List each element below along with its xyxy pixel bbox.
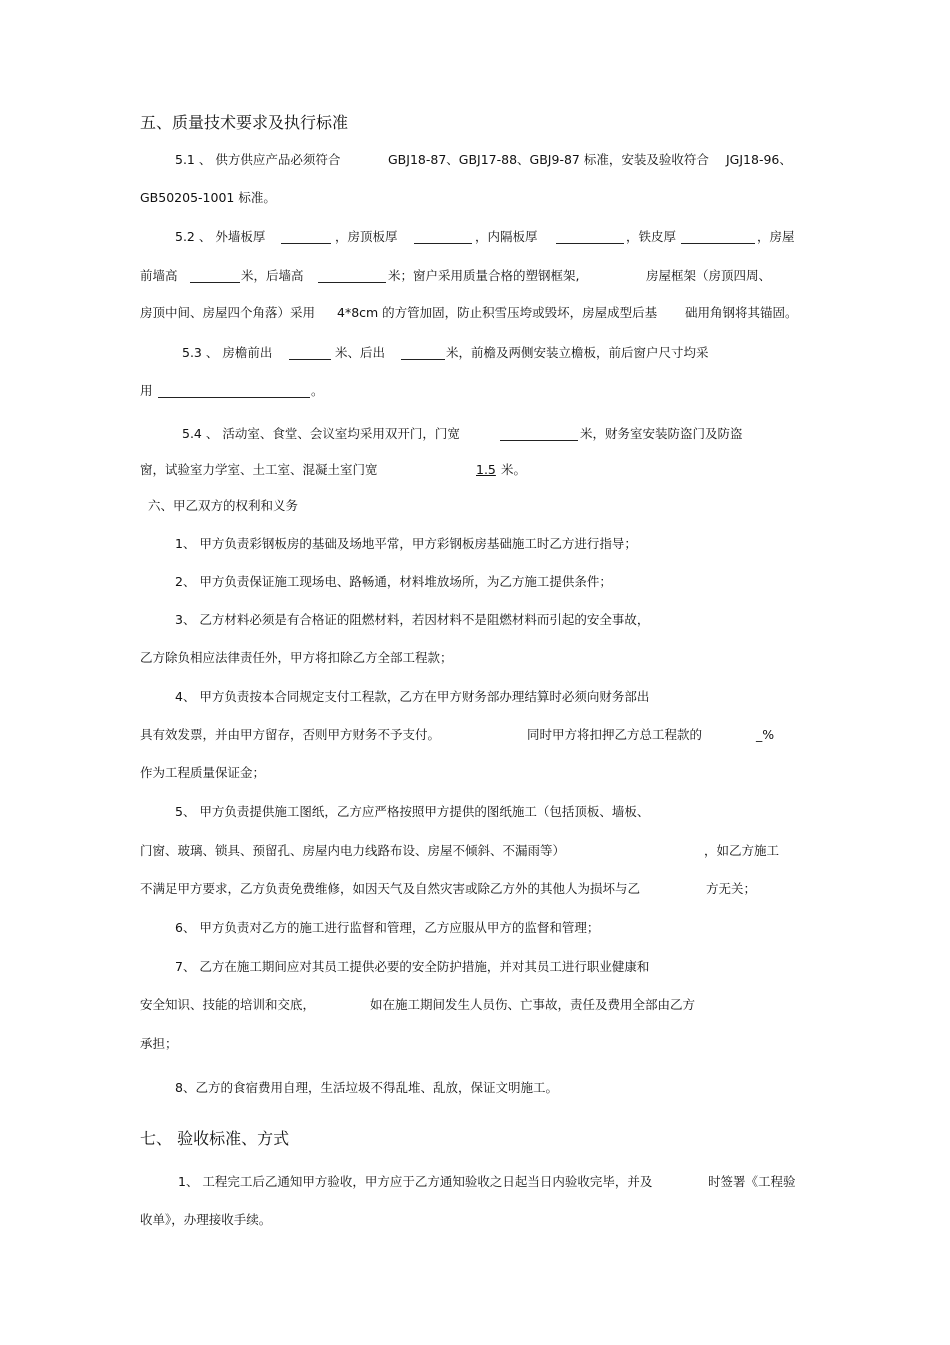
blank-field	[681, 231, 755, 244]
duty-item-5-text-c: ，如乙方施工	[704, 843, 780, 858]
blank-field	[190, 270, 240, 283]
blank-field	[158, 385, 310, 398]
duty-item-3-line-2: 乙方除负相应法律责任外，甲方将扣除乙方全部工程款；	[140, 650, 453, 665]
duty-item-2: 2、 甲方负责保证施工现场电、路畅通，材料堆放场所，为乙方施工提供条件；	[175, 574, 612, 589]
door-width-value: 1.5	[476, 462, 496, 477]
clause-5-4-text-a: 5.4 、 活动室、食堂、会议室均采用双开门，门宽	[182, 426, 460, 441]
duty-item-4-text-b: 具有效发票，并由甲方留存，否则甲方财务不予支付。	[140, 727, 441, 742]
clause-5-4-text-c: 窗，试验室力学室、土工室、混凝土室门宽	[140, 462, 378, 477]
section-5-heading: 五、质量技术要求及执行标准	[140, 113, 349, 132]
duty-item-3-line-1: 3、 乙方材料必须是有合格证的阻燃材料，若因材料不是阻燃材料而引起的安全事故，	[175, 612, 650, 627]
clause-5-4-text-e: 米。	[501, 462, 527, 477]
duty-item-4-text-c: 同时甲方将扣押乙方总工程款的	[527, 727, 703, 742]
blank-field	[289, 347, 331, 360]
blank-field	[281, 231, 331, 244]
clause-5-2-text-k: 4*8cm 的方管加固，防止积雪压垮或毁坏，房屋成型后基	[337, 305, 658, 320]
clause-5-1-line-2: GB50205-1001 标准。	[140, 190, 276, 205]
duty-item-5-text-d: 不满足甲方要求，乙方负责免费维修，如因天气及自然灾害或除乙方外的其他人为损坏与乙	[140, 881, 641, 896]
clause-5-2-text-f: 前墙高	[140, 268, 178, 283]
duty-item-4-line-1: 4、 甲方负责按本合同规定支付工程款，乙方在甲方财务部办理结算时必须向财务部出	[175, 689, 650, 704]
section-6-heading: 六、甲乙双方的权利和义务	[148, 498, 299, 513]
duty-item-8: 8、乙方的食宿费用自理，生活垃圾不得乱堆、乱放，保证文明施工。	[175, 1080, 558, 1095]
acceptance-item-1-text-b: 时签署《工程验	[708, 1174, 796, 1189]
clause-5-2-text-c: ，内隔板厚	[475, 229, 538, 244]
duty-item-7-line-3: 承担；	[140, 1036, 178, 1051]
clause-5-2-text-a: 5.2 、 外墙板厚	[175, 229, 266, 244]
clause-5-2-text-g: 米，后墙高	[241, 268, 304, 283]
clause-5-1-text-c: JGJ18-96、	[726, 152, 792, 167]
duty-item-1: 1、 甲方负责彩钢板房的基础及场地平常，甲方彩钢板房基础施工时乙方进行指导；	[175, 536, 637, 551]
clause-5-3-text-a: 5.3 、 房檐前出	[182, 345, 273, 360]
clause-5-1-text-b: GBJ18-87、GBJ17-88、GBJ9-87 标准，安装及验收符合	[388, 152, 709, 167]
blank-field	[401, 347, 445, 360]
acceptance-item-1-line-2: 收单》，办理接收手续。	[140, 1212, 272, 1227]
clause-5-3-text-e: 。	[311, 383, 324, 398]
duty-item-7-text-b: 安全知识、技能的培训和交底，	[140, 997, 316, 1012]
clause-5-3-text-b: 米、后出	[335, 345, 386, 360]
duty-item-4-line-3: 作为工程质量保证金；	[140, 765, 266, 780]
duty-item-5-text-b: 门窗、玻璃、锁具、预留孔、房屋内电力线路布设、房屋不倾斜、不漏雨等）	[140, 843, 566, 858]
clause-5-2-text-b: ，房顶板厚	[335, 229, 398, 244]
duty-item-5-line-1: 5、 甲方负责提供施工图纸，乙方应严格按照甲方提供的图纸施工（包括顶板、墙板、	[175, 804, 650, 819]
clause-5-2-text-e: ，房屋	[757, 229, 795, 244]
blank-field	[318, 270, 386, 283]
clause-5-2-text-j: 房顶中间、房屋四个角落）采用	[140, 305, 316, 320]
clause-5-2-text-h: 米；窗户采用质量合格的塑钢框架,	[388, 268, 580, 283]
section-7-heading: 七、 验收标准、方式	[140, 1129, 290, 1148]
retention-percent: _%	[756, 727, 775, 742]
blank-field	[556, 231, 624, 244]
clause-5-4-text-b: 米，财务室安装防盗门及防盗	[580, 426, 743, 441]
blank-field	[414, 231, 472, 244]
clause-5-2-text-l: 础用角钢将其锚固。	[685, 305, 798, 320]
duty-item-7-text-c: 如在施工期间发生人员伤、亡事故，责任及费用全部由乙方	[370, 997, 696, 1012]
duty-item-7-line-1: 7、 乙方在施工期间应对其员工提供必要的安全防护措施，并对其员工进行职业健康和	[175, 959, 650, 974]
clause-5-2-text-i: 房屋框架（房顶四周、	[646, 268, 772, 283]
blank-field	[500, 428, 578, 441]
clause-5-3-text-d: 用	[140, 383, 153, 398]
duty-item-5-text-e: 方无关；	[706, 881, 757, 896]
clause-5-2-text-d: ，铁皮厚	[626, 229, 677, 244]
acceptance-item-1-text-a: 1、 工程完工后乙通知甲方验收，甲方应于乙方通知验收之日起当日内验收完毕，并及	[178, 1174, 653, 1189]
clause-5-3-text-c: 米，前檐及两侧安装立檐板，前后窗户尺寸均采	[446, 345, 709, 360]
clause-5-1-text-a: 5.1 、 供方供应产品必须符合	[175, 152, 341, 167]
duty-item-6: 6、 甲方负责对乙方的施工进行监督和管理，乙方应服从甲方的监督和管理；	[175, 920, 600, 935]
